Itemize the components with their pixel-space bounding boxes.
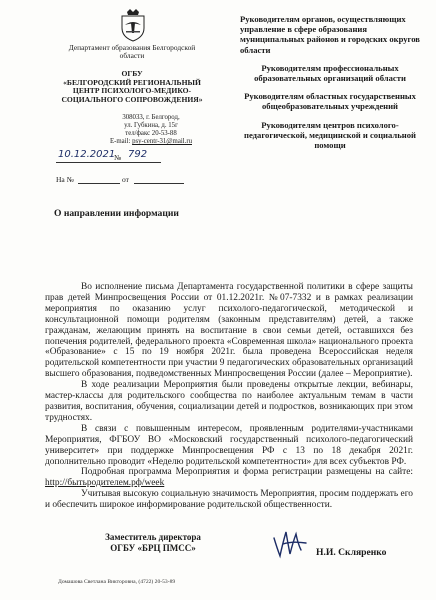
email-label: E-mail: [109,138,131,146]
organization-name [56,70,208,104]
registration-date: 10.12.2021 [58,149,116,160]
body-paragraph-1: Во исполнение письма Департамента государственной политики в сфере защиты прав детей Минпросвещения России от 01.12.2021г. №07-7332 и в рамках реализации мероприятия по оказанию услуг психолого-педагогической, методической и консультационной помощи родителям (законным представителям) детей, а также гражданам, желающим принять на воспитание в свои семьи детей, оставшихся без попечения родителей, федерального проекта «Современная школа» национального проекта «Образование» с 15 по 19 ноября 2021г. была проведена Всероссийская неделя родительской компетентности при участии 9 педагогических образовательных организаций высшего образования, подведомственных Минпросвещения России (далее – Мероприятие). [45,282,413,380]
coat-of-arms-icon [118,8,148,42]
body-paragraph-5: Учитывая высокую социальную значимость Мероприятия, просим поддержать его и обеспечить широкое информирование родительской общественности. [45,489,413,511]
handwritten-signature [268,526,314,562]
registration-number-label: № [114,153,122,162]
department-name: Департамент образования Белгородской области [68,43,196,61]
body-paragraph-2: В ходе реализации Мероприятия были проведены открытые лекции, вебинары, мастер-классы для родительского сообщества по наиболее актуальным темам в части развития, воспитания, обучения, социализации детей и подростков, возникающих при этом трудностях. [45,380,413,423]
reference-date-blank [134,183,184,184]
reference-date-label: от [122,175,129,184]
letter-subject: О направлении информации [54,208,179,219]
phone: тел/факс 20-53-88 [125,130,177,138]
addressee-2: Руководителям профессиональных образовательных организаций области [254,62,406,84]
reference-line [56,175,186,185]
addressee-3: Руководителям областных государственных общеобразовательных учреждений [244,91,416,112]
organization-abbr: ОГБУ [121,69,143,78]
addressee-4: Руководителям центров психолого-педагогической, медицинской и социальной помощи [244,119,416,151]
reference-number-label: На № [56,175,74,184]
organization-full-name: «БЕЛГОРОДСКИЙ РЕГИОНАЛЬНЫЙ ЦЕНТР ПСИХОЛОГО-МЕДИКО-СОЦИАЛЬНОГО СОПРОВОЖДЕНИЯ» [61,77,203,104]
registration-number: 792 [128,149,148,160]
registration-underline [56,162,161,163]
program-text: Подробная программа Мероприятия и форма регистрации размещены на сайте: [81,467,413,478]
address-line-2: ул. Губкина, д. 15г [124,122,178,130]
letter-body [45,282,413,511]
signatory-name: Н.И. Скляренко [316,547,387,558]
signatory-title: Заместитель директора ОГБУ «БРЦ ПМСС» [105,532,201,553]
email-row [96,138,206,146]
executor-contact: Домашова Светлана Викторовна, (4722) 20-53-89 [58,579,176,585]
reference-number-blank [78,183,120,184]
address-line-1: 308033, г. Белгород, [122,114,180,121]
addressees-block [240,14,420,158]
sender-address [96,114,206,146]
body-paragraph-3: В связи с повышенным интересом, проявленным родителями-участниками Мероприятия, ФГБОУ ВО «Московский государственный психолого-педагогический университет» при поддержке Минпросвещения РФ с 13 по 18 декабря 2021г. дополнительно проводит «Неделю родительской компетентности» для всех субъектов РФ. [45,423,413,467]
addressee-1: Руководителям органов, осуществляющих управление в сфере образования муниципальных районов и городских округов области [240,14,420,55]
body-paragraph-4 [45,467,413,489]
email-link[interactable]: psy-centr-31@mail.ru [132,138,192,146]
registration-line [56,149,226,165]
program-link[interactable]: http://бытьродителем.рф/week [45,478,165,489]
